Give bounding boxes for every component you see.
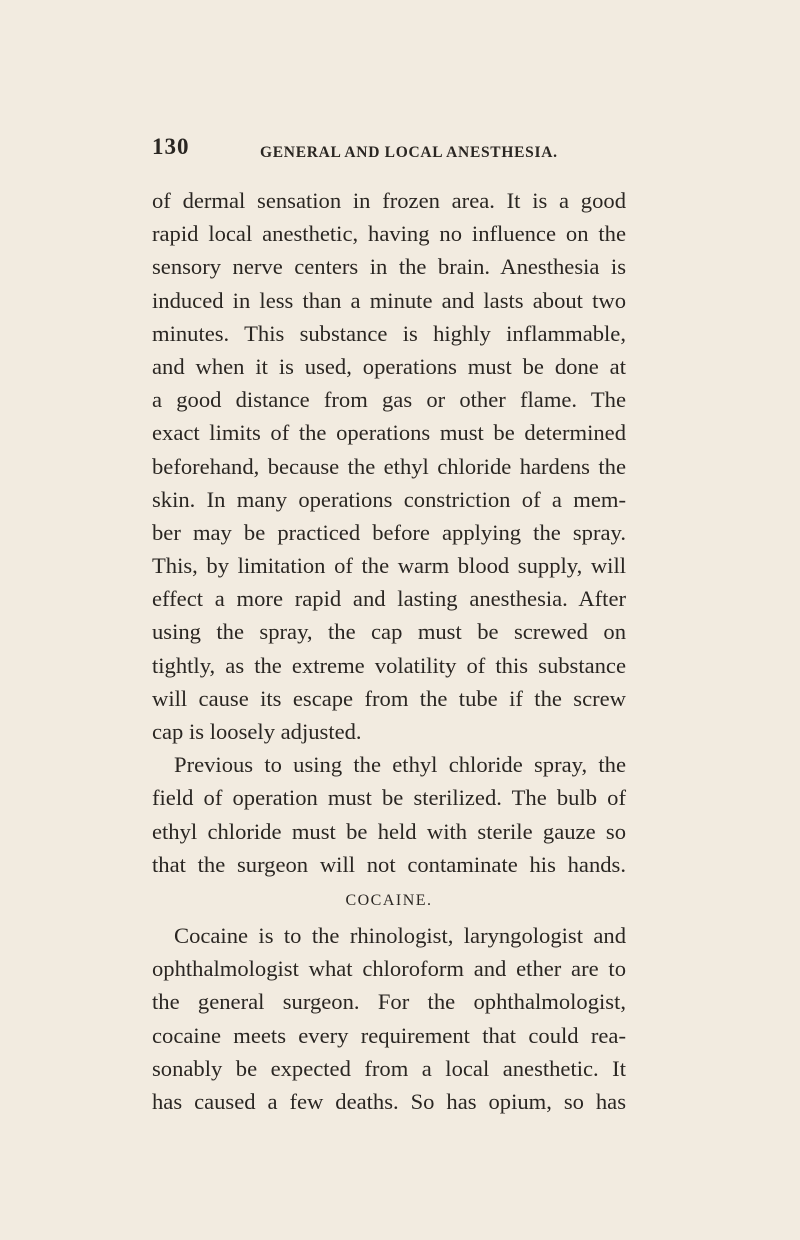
body-text: [152, 184, 626, 1118]
text-line: cap is loosely adjusted.: [152, 719, 362, 744]
page-number: 130: [152, 134, 190, 159]
running-head: GENERAL AND LOCAL ANESTHESIA.: [260, 144, 558, 161]
paragraph-first-line: Previous to using the ethyl chloride spray, the: [174, 752, 626, 778]
text-line: sensory nerve centers in the brain. Anesthesia is: [152, 254, 626, 280]
text-line: rapid local anesthetic, having no influence on the: [152, 221, 626, 247]
text-line: will cause its escape from the tube if the screw: [152, 685, 626, 711]
text-line: that the surgeon will not contaminate his hands.: [152, 851, 626, 877]
text-line: induced in less than a minute and lasts about two: [152, 287, 626, 313]
text-line: ethyl chloride must be held with sterile gauze so: [152, 818, 626, 844]
text-line: tightly, as the extreme volatility of this substance: [152, 652, 626, 678]
text-line: skin. In many operations constriction of a mem-: [152, 486, 626, 512]
paragraph-first-line: Cocaine is to the rhinologist, laryngologist and: [174, 922, 626, 948]
text-line: sonably be expected from a local anesthetic. It: [152, 1055, 626, 1081]
text-line: minutes. This substance is highly inflammable,: [152, 320, 626, 346]
text-line: ber may be practiced before applying the spray.: [152, 519, 626, 545]
text-line: has caused a few deaths. So has opium, so has: [152, 1088, 626, 1114]
text-line: the general surgeon. For the ophthalmologist,: [152, 989, 626, 1015]
text-line: ophthalmologist what chloroform and ether are to: [152, 956, 626, 982]
text-line: field of operation must be sterilized. The bulb of: [152, 785, 626, 811]
text-line: and when it is used, operations must be done at: [152, 353, 626, 379]
text-line: This, by limitation of the warm blood supply, will: [152, 553, 626, 579]
text-line: a good distance from gas or other flame. The: [152, 387, 626, 413]
section-heading: COCAINE.: [345, 891, 433, 909]
text-line: effect a more rapid and lasting anesthesia. After: [152, 586, 626, 612]
text-line: beforehand, because the ethyl chloride hardens the: [152, 453, 626, 479]
page-header: [152, 134, 672, 164]
text-line: exact limits of the operations must be determined: [152, 420, 626, 446]
text-line: of dermal sensation in frozen area. It is a good: [152, 188, 626, 213]
text-line: using the spray, the cap must be screwed on: [152, 619, 626, 645]
text-line: cocaine meets every requirement that could rea-: [152, 1022, 626, 1048]
